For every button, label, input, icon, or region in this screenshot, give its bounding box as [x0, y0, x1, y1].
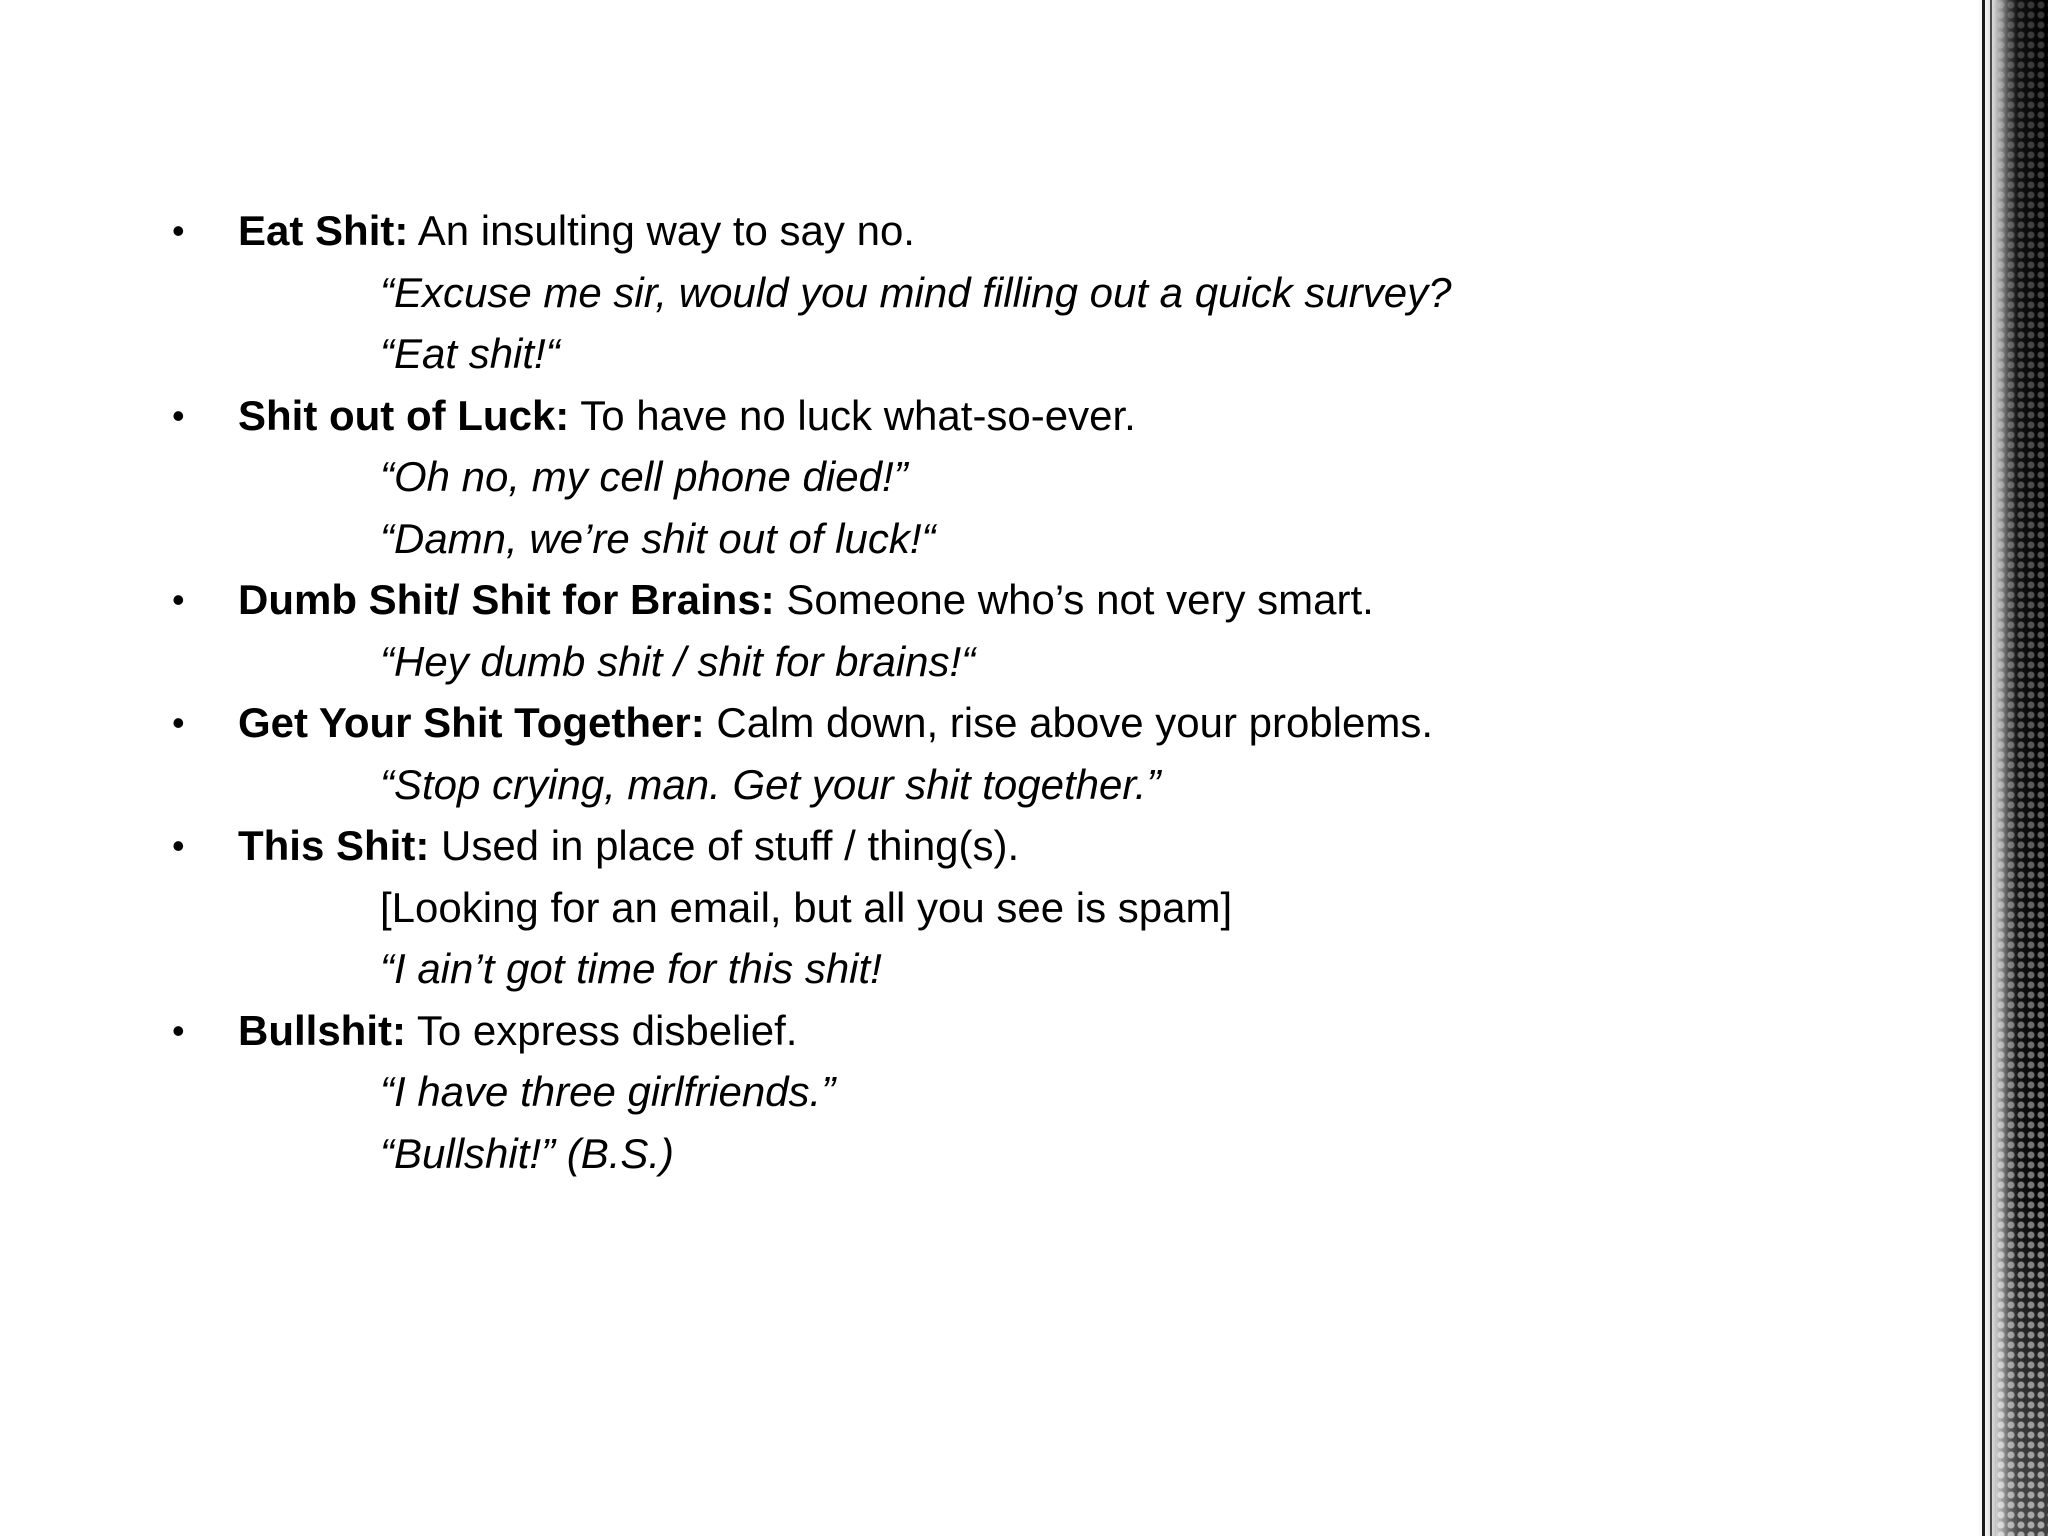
example-sentence: “I have three girlfriends.” — [380, 1068, 836, 1115]
entry-headline — [238, 200, 915, 262]
entry-headline-row — [0, 1000, 1900, 1062]
slang-term: Shit out of Luck: — [238, 391, 570, 439]
example-sentence: “Hey dumb shit / shit for brains!“ — [380, 637, 976, 685]
slang-list — [0, 200, 1900, 1184]
entry-headline — [238, 1000, 797, 1062]
slang-term: Dumb Shit/ Shit for Brains: — [238, 576, 775, 623]
slang-definition: Calm down, rise above your problems. — [704, 699, 1434, 746]
slang-definition: To express disbelief. — [405, 1006, 798, 1054]
example-sentence: “Bullshit!” (B.S.) — [380, 1129, 675, 1177]
example-row — [0, 262, 1900, 324]
list-item — [0, 200, 1900, 385]
slang-term: Eat Shit: — [238, 207, 409, 254]
decorative-edge-line — [1990, 0, 1992, 1536]
example-sentence: “Excuse me sir, would you mind filling out a quick survey? — [380, 268, 1452, 316]
example-sentence: “Oh no, my cell phone died!” — [380, 453, 908, 500]
example-sentence: “Eat shit!“ — [380, 330, 560, 377]
slang-term: This Shit: — [238, 822, 430, 869]
bullet-icon: • — [172, 702, 185, 743]
decorative-edge-line — [1982, 0, 1985, 1536]
entry-headline — [238, 569, 1374, 631]
example-sentence: [Looking for an email, but all you see is spam] — [380, 883, 1233, 931]
slang-definition: An insulting way to say no. — [408, 207, 915, 254]
entry-headline — [238, 815, 1019, 877]
bullet-icon: • — [172, 825, 185, 866]
list-item — [0, 815, 1900, 1000]
slang-definition: Used in place of stuff / thing(s). — [429, 822, 1020, 869]
list-item — [0, 385, 1900, 570]
entry-headline — [238, 385, 1136, 447]
example-row — [0, 1123, 1900, 1185]
example-row — [0, 323, 1900, 385]
bullet-icon: • — [172, 1009, 185, 1051]
list-item — [0, 569, 1900, 692]
list-item — [0, 692, 1900, 815]
slang-definition: Someone who’s not very smart. — [774, 576, 1374, 623]
entry-headline-row — [0, 692, 1900, 754]
entry-headline — [238, 692, 1433, 754]
example-sentence: “Stop crying, man. Get your shit together.” — [380, 760, 1161, 808]
entry-headline-row — [0, 569, 1900, 631]
entry-headline-row — [0, 815, 1900, 877]
slang-definition: To have no luck what-so-ever. — [569, 391, 1136, 439]
example-sentence: “I ain’t got time for this shit! — [380, 945, 882, 992]
example-sentence: “Damn, we’re shit out of luck!“ — [380, 514, 936, 562]
example-row — [0, 938, 1900, 1000]
bullet-icon: • — [172, 210, 185, 251]
example-row — [0, 754, 1900, 816]
example-row — [0, 1061, 1900, 1123]
example-row — [0, 877, 1900, 939]
list-item — [0, 1000, 1900, 1185]
decorative-edge-fade — [1996, 1200, 2048, 1536]
entry-headline-row — [0, 200, 1900, 262]
example-row — [0, 508, 1900, 570]
slang-term: Bullshit: — [238, 1006, 406, 1054]
bullet-icon: • — [172, 394, 185, 436]
example-row — [0, 631, 1900, 693]
example-row — [0, 446, 1900, 508]
bullet-icon: • — [172, 579, 185, 620]
slang-term: Get Your Shit Together: — [238, 699, 705, 746]
entry-headline-row — [0, 385, 1900, 447]
